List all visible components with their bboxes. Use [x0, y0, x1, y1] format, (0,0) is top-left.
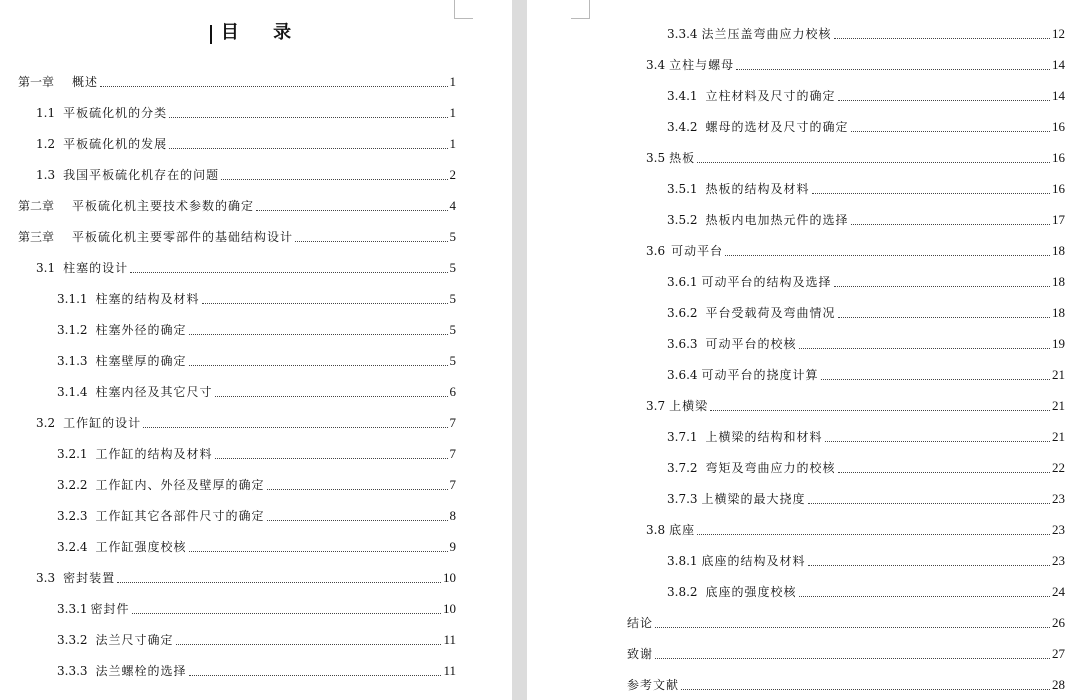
toc-entry-text: 柱塞的设计 — [63, 261, 129, 275]
toc-entry-page: 16 — [1052, 150, 1065, 165]
toc-entry-text: 工作缸强度校核 — [95, 540, 187, 554]
toc-entry-3-7-2[interactable] — [667, 456, 1065, 476]
toc-entry-page: 23 — [1052, 491, 1065, 506]
toc-entry-page: 7 — [449, 446, 456, 461]
toc-entry-page: 21 — [1052, 367, 1065, 382]
dot-leader — [132, 612, 441, 614]
toc-entry-page: 1 — [449, 105, 456, 120]
dot-leader — [189, 333, 448, 335]
toc-entry-3-6-4[interactable] — [667, 363, 1065, 383]
dot-leader — [189, 364, 448, 366]
toc-entry-number: 1.3 — [36, 168, 56, 182]
toc-entry-3-4[interactable] — [646, 53, 1065, 73]
toc-entry-text: 上横梁的最大挠度 — [701, 492, 806, 506]
toc-entry-number: 3.5.2 — [667, 213, 698, 227]
dot-leader — [838, 471, 1050, 473]
dot-leader — [221, 178, 447, 180]
toc-entry-number: 1.1 — [36, 106, 56, 120]
toc-entry-3-5[interactable] — [646, 146, 1065, 166]
toc-entry-3-7-1[interactable] — [667, 425, 1065, 445]
page-corner-mark — [571, 0, 590, 19]
toc-entry-3-4-2[interactable] — [667, 115, 1065, 135]
toc-entry-text: 热板的结构及材料 — [705, 182, 810, 196]
toc-title: 目 录 — [220, 22, 306, 43]
dot-leader — [697, 161, 1050, 163]
toc-entry-page: 27 — [1052, 646, 1065, 661]
toc-entry-3-3[interactable] — [36, 566, 456, 586]
dot-leader — [834, 285, 1050, 287]
toc-entry-chapter-1[interactable] — [18, 70, 456, 90]
toc-entry-number: 3.2.3 — [57, 509, 88, 523]
dot-leader — [267, 488, 448, 490]
dot-leader — [808, 564, 1050, 566]
toc-entry-number: 3.2 — [36, 416, 56, 430]
dot-leader — [834, 37, 1050, 39]
toc-entry-text: 法兰压盖弯曲应力校核 — [701, 27, 832, 41]
toc-entry-text: 我国平板硫化机存在的问题 — [63, 168, 220, 182]
toc-entry-text: 平板硫化机的分类 — [63, 106, 168, 120]
toc-entry-page: 5 — [449, 353, 456, 368]
toc-entry-number: 3.5.1 — [667, 182, 698, 196]
toc-entry-text: 柱塞内径及其它尺寸 — [95, 385, 213, 399]
toc-entry-number: 3.8.2 — [667, 585, 698, 599]
dot-leader — [710, 409, 1050, 411]
toc-entry-page: 10 — [443, 601, 456, 616]
toc-entry-text: 底座 — [669, 523, 696, 537]
toc-entry-number: 3.7.3 — [667, 492, 698, 506]
toc-entry-3-5-2[interactable] — [667, 208, 1065, 228]
dot-leader — [143, 426, 447, 428]
toc-entry-number: 3.1.4 — [57, 385, 88, 399]
toc-entry-number: 3.7.2 — [667, 461, 698, 475]
toc-entry-page: 22 — [1052, 460, 1065, 475]
toc-entry-text: 工作缸的设计 — [63, 416, 142, 430]
dot-leader — [169, 147, 447, 149]
dot-leader — [295, 240, 447, 242]
toc-entry-text: 柱塞壁厚的确定 — [95, 354, 187, 368]
toc-entry-number: 3.3.3 — [57, 664, 88, 678]
toc-entry-page: 19 — [1052, 336, 1065, 351]
toc-entry-3-3-1[interactable] — [57, 597, 456, 617]
toc-entry-page: 16 — [1052, 119, 1065, 134]
toc-entry-number: 3.3.2 — [57, 633, 88, 647]
toc-entry-page: 5 — [449, 260, 456, 275]
page-gap — [512, 0, 527, 700]
toc-entry-3-7-3[interactable] — [667, 487, 1065, 507]
toc-entry-page: 2 — [449, 167, 456, 182]
toc-entry-number: 3.8 — [646, 523, 666, 537]
toc-entry-page: 5 — [449, 229, 456, 244]
toc-entry-conclusion[interactable] — [627, 611, 1065, 631]
toc-entry-page: 5 — [449, 291, 456, 306]
toc-entry-page: 23 — [1052, 522, 1065, 537]
dot-leader — [117, 581, 441, 583]
toc-entry-number: 3.5 — [646, 151, 666, 165]
toc-entry-page: 7 — [449, 477, 456, 492]
dot-leader — [812, 192, 1050, 194]
toc-entry-text: 可动平台的挠度计算 — [701, 368, 819, 382]
toc-entry-number: 第一章 — [18, 75, 55, 89]
toc-entry-text: 柱塞的结构及材料 — [95, 292, 200, 306]
text-cursor — [210, 25, 212, 44]
toc-entry-text: 上横梁 — [669, 399, 709, 413]
toc-entry-text: 密封装置 — [63, 571, 116, 585]
toc-entry-page: 16 — [1052, 181, 1065, 196]
toc-entry-text: 平台受载荷及弯曲情况 — [705, 306, 836, 320]
toc-entry-text: 立柱材料及尺寸的确定 — [705, 89, 836, 103]
toc-entry-page: 1 — [449, 136, 456, 151]
toc-entry-page: 14 — [1052, 57, 1065, 72]
toc-entry-page: 18 — [1052, 274, 1065, 289]
toc-entry-number: 3.3 — [36, 571, 56, 585]
toc-entry-number: 3.4.2 — [667, 120, 698, 134]
toc-entry-acknowledgements[interactable] — [627, 642, 1065, 662]
toc-entry-3-5-1[interactable] — [667, 177, 1065, 197]
toc-entry-page: 5 — [449, 322, 456, 337]
toc-entry-page: 24 — [1052, 584, 1065, 599]
toc-entry-page: 17 — [1052, 212, 1065, 227]
toc-entry-3-4-1[interactable] — [667, 84, 1065, 104]
toc-entry-text: 平板硫化机主要零部件的基础结构设计 — [72, 230, 294, 244]
toc-entry-text: 工作缸其它各部件尺寸的确定 — [95, 509, 265, 523]
toc-entry-3-6-2[interactable] — [667, 301, 1065, 321]
toc-entry-text: 致谢 — [627, 647, 654, 661]
toc-entry-text: 柱塞外径的确定 — [95, 323, 187, 337]
dot-leader — [725, 254, 1050, 256]
toc-entry-text: 法兰尺寸确定 — [95, 633, 174, 647]
toc-entry-3-2-2[interactable] — [57, 473, 456, 493]
toc-entry-1-3[interactable] — [36, 163, 456, 183]
toc-entry-page: 6 — [449, 384, 456, 399]
toc-entry-3-1-4[interactable] — [57, 380, 456, 400]
toc-entry-1-1[interactable] — [36, 101, 456, 121]
dot-leader — [215, 457, 448, 459]
dot-leader — [851, 130, 1050, 132]
toc-entry-number: 3.8.1 — [667, 554, 698, 568]
toc-entry-number: 3.1.1 — [57, 292, 88, 306]
toc-entry-3-6-1[interactable] — [667, 270, 1065, 290]
toc-entry-references[interactable] — [627, 673, 1065, 693]
toc-entry-page: 12 — [1052, 26, 1065, 41]
toc-entry-3-8-1[interactable] — [667, 549, 1065, 569]
toc-entry-text: 底座的强度校核 — [705, 585, 797, 599]
toc-entry-number: 3.4 — [646, 58, 666, 72]
page-corner-mark — [454, 0, 473, 19]
dot-leader — [176, 643, 442, 645]
toc-entry-text: 平板硫化机主要技术参数的确定 — [72, 199, 255, 213]
dot-leader — [851, 223, 1050, 225]
toc-entry-3-3-2[interactable] — [57, 628, 456, 648]
toc-entry-3-1-3[interactable] — [57, 349, 456, 369]
document-page-right — [527, 0, 1092, 700]
dot-leader — [736, 68, 1050, 70]
toc-entry-3-8[interactable] — [646, 518, 1065, 538]
toc-entry-number: 3.1.3 — [57, 354, 88, 368]
dot-leader — [681, 688, 1050, 690]
toc-entry-number: 3.1.2 — [57, 323, 88, 337]
toc-entry-page: 9 — [449, 539, 456, 554]
toc-entry-number: 3.2.1 — [57, 447, 88, 461]
toc-entry-number: 第二章 — [18, 199, 55, 213]
dot-leader — [215, 395, 448, 397]
toc-entry-page: 10 — [443, 570, 456, 585]
toc-entry-page: 18 — [1052, 243, 1065, 258]
toc-entry-text: 工作缸的结构及材料 — [95, 447, 213, 461]
toc-entry-page: 7 — [449, 415, 456, 430]
toc-entry-number: 3.2.4 — [57, 540, 88, 554]
toc-entry-text: 热板 — [669, 151, 696, 165]
toc-entry-3-1-2[interactable] — [57, 318, 456, 338]
toc-entry-page: 21 — [1052, 429, 1065, 444]
toc-entry-number: 3.6 — [646, 244, 666, 258]
dot-leader — [655, 657, 1050, 659]
toc-entry-chapter-3[interactable] — [18, 225, 456, 245]
toc-entry-3-1[interactable] — [36, 256, 456, 276]
toc-entry-text: 热板内电加热元件的选择 — [705, 213, 849, 227]
toc-entry-text: 法兰螺栓的选择 — [95, 664, 187, 678]
toc-entry-3-2-4[interactable] — [57, 535, 456, 555]
toc-entry-number: 3.7 — [646, 399, 666, 413]
toc-entry-number: 3.6.3 — [667, 337, 698, 351]
toc-entry-text: 可动平台的结构及选择 — [701, 275, 832, 289]
toc-entry-3-6[interactable] — [646, 239, 1065, 259]
dot-leader — [799, 595, 1050, 597]
toc-entry-text: 螺母的选材及尺寸的确定 — [705, 120, 849, 134]
toc-entry-text: 平板硫化机的发展 — [63, 137, 168, 151]
dot-leader — [821, 378, 1050, 380]
dot-leader — [838, 316, 1050, 318]
toc-entry-number: 3.2.2 — [57, 478, 88, 492]
toc-entry-number: 3.1 — [36, 261, 56, 275]
toc-entry-3-1-1[interactable] — [57, 287, 456, 307]
dot-leader — [130, 271, 447, 273]
toc-entry-number: 3.3.4 — [667, 27, 698, 41]
dot-leader — [169, 116, 447, 118]
toc-entry-page: 4 — [449, 198, 456, 213]
toc-entry-text: 立柱与螺母 — [669, 58, 735, 72]
toc-entry-page: 11 — [443, 663, 456, 678]
dot-leader — [202, 302, 448, 304]
toc-entry-text: 参考文献 — [627, 678, 680, 692]
toc-entry-text: 底座的结构及材料 — [701, 554, 806, 568]
toc-entry-page: 1 — [449, 74, 456, 89]
toc-entry-text: 结论 — [627, 616, 654, 630]
dot-leader — [825, 440, 1050, 442]
toc-entry-number: 3.6.1 — [667, 275, 698, 289]
toc-entry-3-6-3[interactable] — [667, 332, 1065, 352]
toc-entry-chapter-2[interactable] — [18, 194, 456, 214]
toc-entry-3-2-3[interactable] — [57, 504, 456, 524]
toc-entry-number: 3.3.1 — [57, 602, 88, 616]
dot-leader — [697, 533, 1050, 535]
toc-entry-number: 3.6.2 — [667, 306, 698, 320]
dot-leader — [189, 674, 442, 676]
toc-entry-number: 1.2 — [36, 137, 56, 151]
toc-entry-3-2-1[interactable] — [57, 442, 456, 462]
toc-entry-1-2[interactable] — [36, 132, 456, 152]
toc-entry-text: 工作缸内、外径及壁厚的确定 — [95, 478, 265, 492]
dot-leader — [100, 85, 447, 87]
toc-entry-page: 8 — [449, 508, 456, 523]
toc-entry-number: 第三章 — [18, 230, 55, 244]
toc-entry-3-8-2[interactable] — [667, 580, 1065, 600]
toc-entry-number: 3.6.4 — [667, 368, 698, 382]
toc-entry-page: 14 — [1052, 88, 1065, 103]
toc-entry-text: 可动平台 — [671, 244, 724, 258]
dot-leader — [267, 519, 448, 521]
toc-entry-page: 18 — [1052, 305, 1065, 320]
toc-entry-text: 上横梁的结构和材料 — [705, 430, 823, 444]
toc-entry-text: 密封件 — [90, 602, 130, 616]
dot-leader — [189, 550, 448, 552]
toc-entry-page: 28 — [1052, 677, 1065, 692]
toc-entry-number: 3.7.1 — [667, 430, 698, 444]
document-page-left — [0, 0, 512, 700]
toc-entry-page: 23 — [1052, 553, 1065, 568]
toc-entry-number: 3.4.1 — [667, 89, 698, 103]
dot-leader — [256, 209, 447, 211]
toc-entry-text: 可动平台的校核 — [705, 337, 797, 351]
toc-entry-text: 弯矩及弯曲应力的校核 — [705, 461, 836, 475]
toc-entry-3-2[interactable] — [36, 411, 456, 431]
dot-leader — [799, 347, 1050, 349]
toc-entry-page: 26 — [1052, 615, 1065, 630]
toc-entry-3-3-3[interactable] — [57, 659, 456, 679]
dot-leader — [655, 626, 1050, 628]
toc-entry-page: 11 — [443, 632, 456, 647]
toc-entry-3-7[interactable] — [646, 394, 1065, 414]
toc-entry-text: 概述 — [72, 75, 99, 89]
dot-leader — [808, 502, 1050, 504]
dot-leader — [838, 99, 1050, 101]
toc-entry-page: 21 — [1052, 398, 1065, 413]
toc-entry-3-3-4[interactable] — [667, 22, 1065, 42]
